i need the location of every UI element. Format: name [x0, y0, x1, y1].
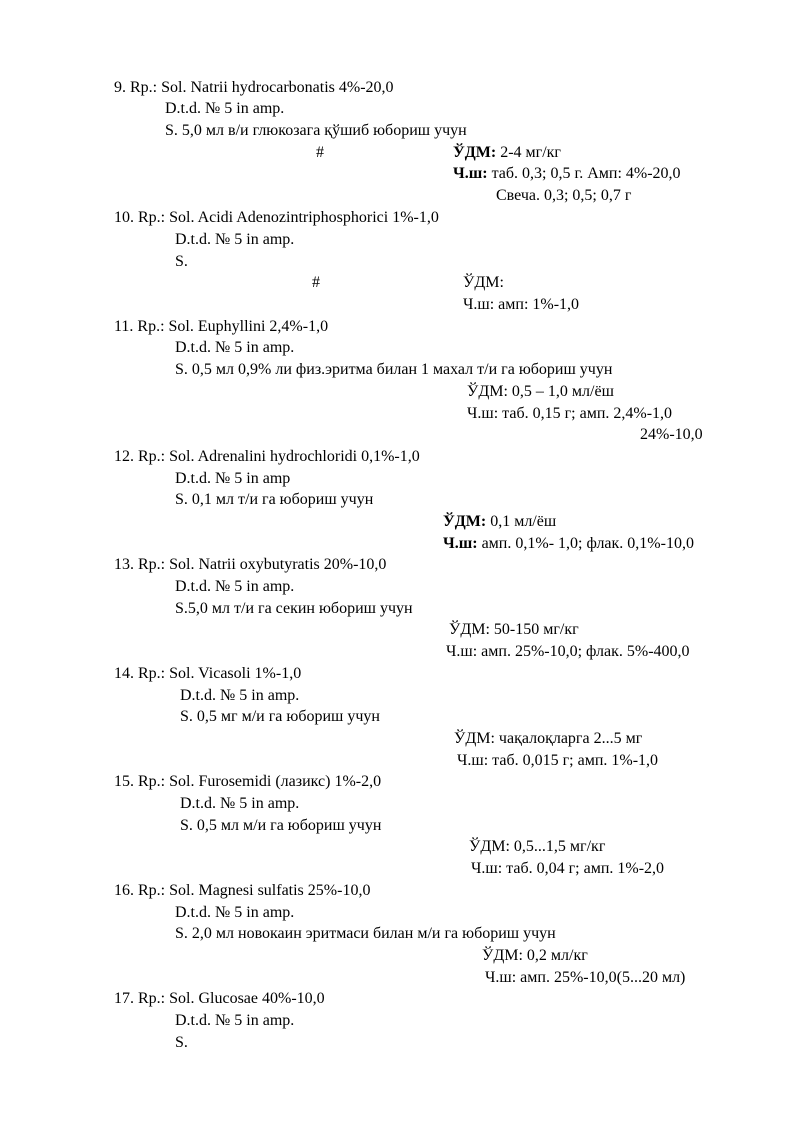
rx16-udm: ЎДМ: 0,2 мл/кг	[482, 947, 588, 964]
rx15-dtd: D.t.d. № 5 in amp.	[180, 795, 300, 812]
rx13-udm: ЎДМ: 50-150 мг/кг	[449, 621, 579, 638]
rx11-release-form: Ч.ш: таб. 0,15 г; амп. 2,4%-1,0	[467, 405, 673, 422]
rx15-udm: ЎДМ: 0,5...1,5 мг/кг	[469, 838, 606, 855]
rx14-title: 14. Rp.: Sol. Vicasoli 1%-1,0	[114, 665, 302, 682]
rx14-release-form: Ч.ш: таб. 0,015 г; амп. 1%-1,0	[457, 752, 659, 769]
udm-value: 0,1 мл/ёш	[490, 513, 557, 530]
release-form-value: таб. 0,3; 0,5 г. Амп: 4%-20,0	[491, 165, 681, 182]
rx15-title: 15. Rp.: Sol. Furosemidi (лазикс) 1%-2,0	[114, 773, 382, 790]
rx10-hash: #	[312, 274, 320, 291]
rx11-title: 11. Rp.: Sol. Euphyllini 2,4%-1,0	[114, 318, 329, 335]
rx16-title: 16. Rp.: Sol. Magnesi sulfatis 25%-10,0	[114, 882, 371, 899]
rx17-title: 17. Rp.: Sol. Glucosae 40%-10,0	[114, 990, 325, 1007]
rx12-release-form	[443, 534, 694, 554]
rx14-signa: S. 0,5 мг м/и га юбориш учун	[180, 708, 380, 725]
rx13-title: 13. Rp.: Sol. Natrii oxybutyratis 20%-10,0	[114, 556, 387, 573]
rx10-dtd: D.t.d. № 5 in amp.	[175, 231, 295, 248]
rx12-signa: S. 0,1 мл т/и га юбориш учун	[175, 491, 374, 508]
rx9-release-form	[453, 164, 681, 184]
rx9-hash: #	[316, 144, 324, 161]
rx11-release-form-2: 24%-10,0	[640, 426, 703, 443]
rx13-signa: S.5,0 мл т/и га секин юбориш учун	[175, 600, 413, 617]
udm-value: 2-4 мг/кг	[500, 144, 561, 161]
rx14-udm: ЎДМ: чақалоқларга 2...5 мг	[454, 730, 643, 747]
rx9-release-form-2: Свеча. 0,3; 0,5; 0,7 г	[496, 187, 632, 204]
rx9-signa: S. 5,0 мл в/и глюкозага қўшиб юбориш учун	[165, 122, 467, 139]
rx15-release-form: Ч.ш: таб. 0,04 г; амп. 1%-2,0	[471, 860, 665, 877]
release-form-label: Ч.ш:	[443, 535, 478, 552]
rx16-signa: S. 2,0 мл новокаин эритмаси билан м/и га юбориш учун	[175, 925, 556, 942]
rx10-udm: ЎДМ:	[463, 274, 504, 291]
udm-label: ЎДМ:	[443, 513, 487, 530]
rx17-signa: S.	[175, 1034, 188, 1051]
rx12-dtd: D.t.d. № 5 in amp	[175, 470, 291, 487]
release-form-value: амп. 0,1%- 1,0; флак. 0,1%-10,0	[481, 535, 694, 552]
rx10-signa: S.	[175, 253, 188, 270]
rx16-dtd: D.t.d. № 5 in amp.	[175, 904, 295, 921]
rx17-dtd: D.t.d. № 5 in amp.	[175, 1012, 295, 1029]
rx9-dtd: D.t.d. № 5 in amp.	[165, 100, 285, 117]
rx16-release-form: Ч.ш: амп. 25%-10,0(5...20 мл)	[485, 969, 686, 986]
rx12-title: 12. Rp.: Sol. Adrenalini hydrochloridi 0,1%-1,0	[114, 448, 420, 465]
rx11-dtd: D.t.d. № 5 in amp.	[175, 339, 295, 356]
rx11-signa: S. 0,5 мл 0,9% ли физ.эритма билан 1 махал т/и га юбориш учун	[175, 361, 613, 378]
rx9-title: 9. Rp.: Sol. Natrii hydrocarbonatis 4%-20,0	[114, 79, 394, 96]
rx10-release-form: Ч.ш: амп: 1%-1,0	[463, 296, 580, 313]
rx15-signa: S. 0,5 мл м/и га юбориш учун	[180, 817, 382, 834]
rx10-title: 10. Rp.: Sol. Acidi Adenozintriphosphorici 1%-1,0	[114, 209, 439, 226]
rx9-udm	[453, 143, 561, 163]
rx11-udm: ЎДМ: 0,5 – 1,0 мл/ёш	[467, 383, 614, 400]
udm-label: ЎДМ:	[453, 144, 497, 161]
rx13-dtd: D.t.d. № 5 in amp.	[175, 578, 295, 595]
rx14-dtd: D.t.d. № 5 in amp.	[180, 687, 300, 704]
release-form-label: Ч.ш:	[453, 165, 488, 182]
rx13-release-form: Ч.ш: амп. 25%-10,0; флак. 5%-400,0	[446, 643, 690, 660]
rx12-udm	[443, 512, 556, 532]
